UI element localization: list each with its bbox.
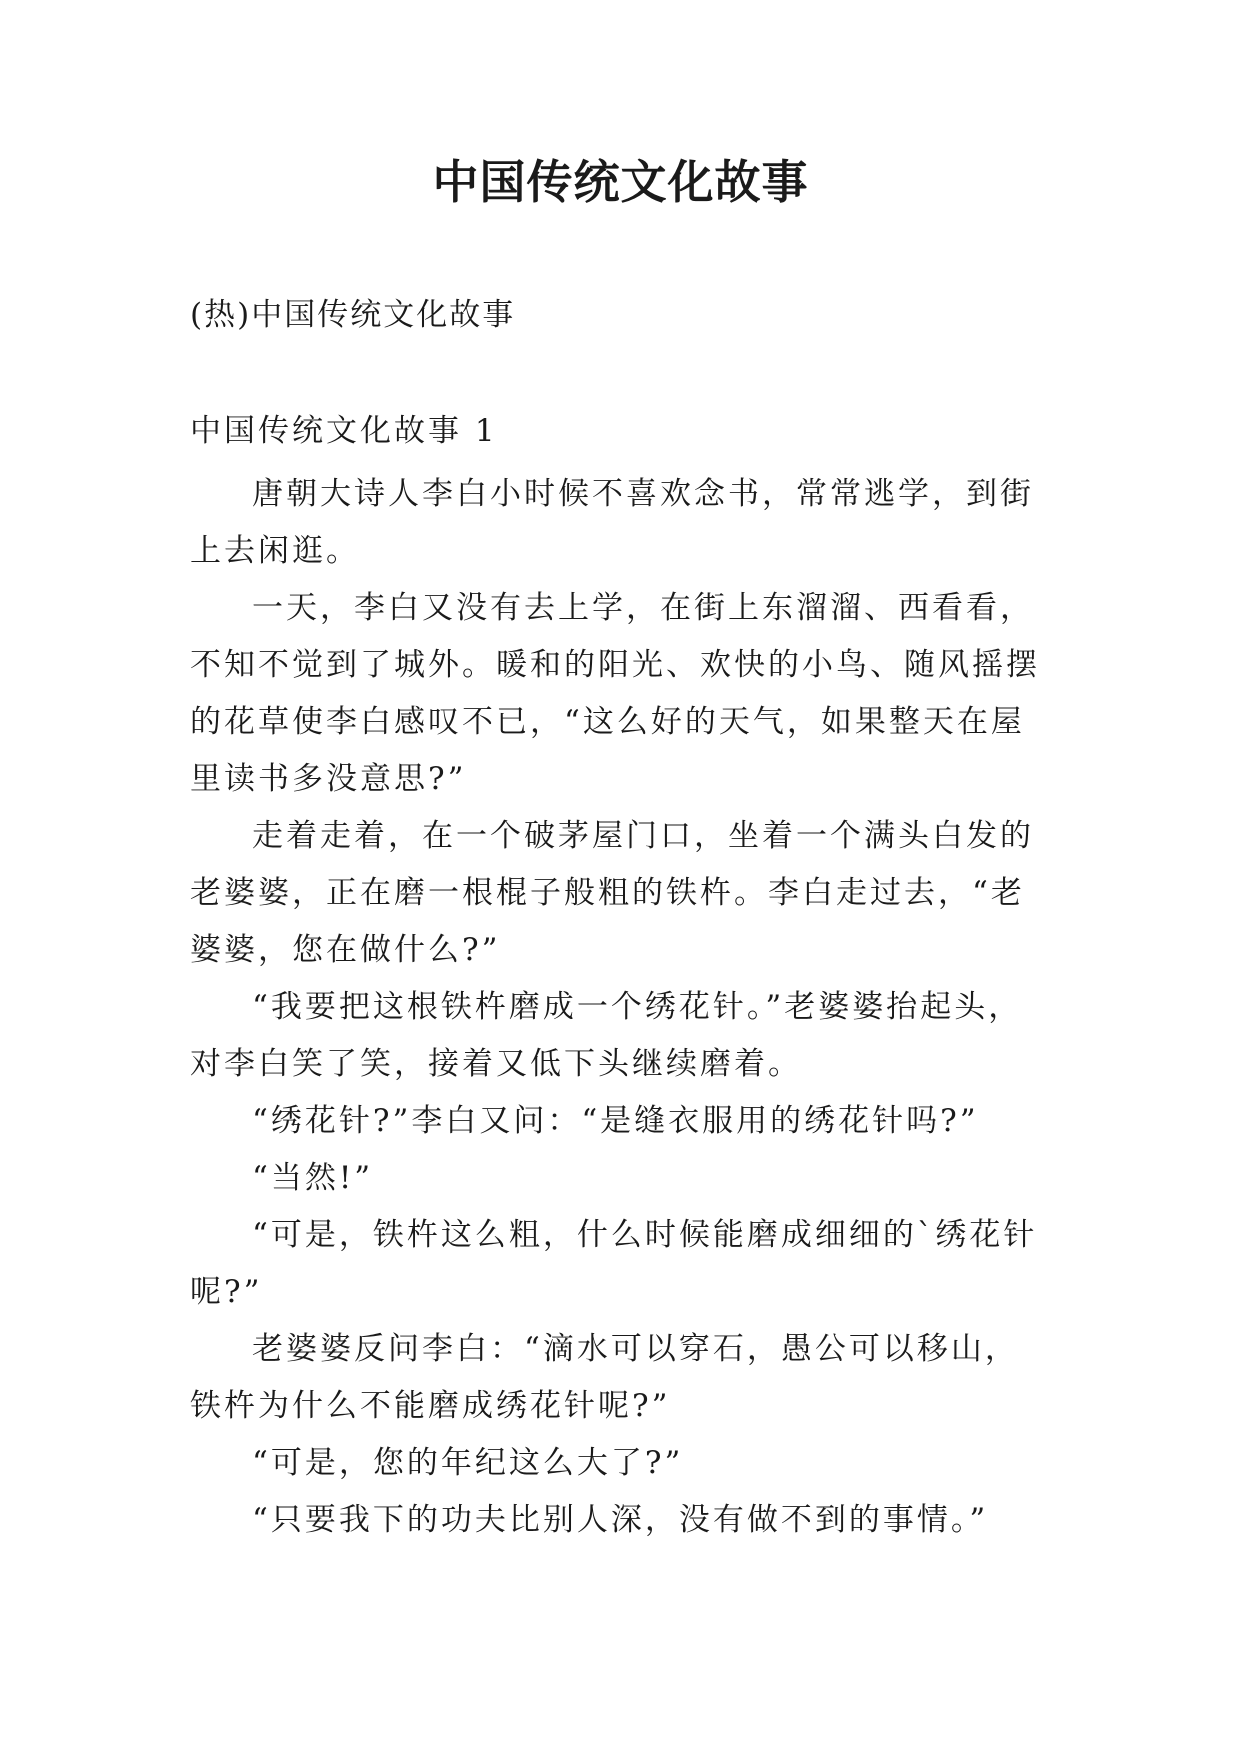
story-body bbox=[190, 403, 1050, 1549]
paragraph: “可是，您的年纪这么大了?” bbox=[252, 1445, 684, 1481]
paragraph: 唐朝大诗人李白小时候不喜欢念书，常常逃学，到街上去闲逛。 bbox=[190, 476, 1034, 569]
section-heading: 中国传统文化故事 1 bbox=[190, 413, 498, 449]
paragraph: 一天，李白又没有去上学，在街上东溜溜、西看看，不知不觉到了城外。暖和的阳光、欢快的小鸟、随风摇摆的花草使李白感叹不已，“这么好的天气，如果整天在屋里读书多没意思?” bbox=[190, 590, 1040, 797]
paragraph: 走着走着，在一个破茅屋门口，坐着一个满头白发的老婆婆，正在磨一根棍子般粗的铁杵。李白走过去，“老婆婆，您在做什么?” bbox=[190, 818, 1034, 968]
document-title: 中国传统文化故事 bbox=[432, 155, 809, 209]
paragraph: “可是，铁杵这么粗，什么时候能磨成细细的`绣花针呢?” bbox=[190, 1217, 1038, 1310]
paragraph: “只要我下的功夫比别人深，没有做不到的事情。” bbox=[252, 1502, 989, 1538]
paragraph: 老婆婆反问李白：“滴水可以穿石，愚公可以移山，铁杵为什么不能磨成绣花针呢?” bbox=[190, 1331, 1019, 1424]
paragraph: “绣花针?”李白又问：“是缝衣服用的绣花针吗?” bbox=[252, 1103, 979, 1139]
paragraph: “当然!” bbox=[252, 1160, 374, 1196]
document-subtitle: (热)中国传统文化故事 bbox=[190, 297, 516, 333]
paragraph: “我要把这根铁杵磨成一个绣花针。”老婆婆抬起头，对李白笑了笑，接着又低下头继续磨着。 bbox=[190, 989, 1023, 1082]
